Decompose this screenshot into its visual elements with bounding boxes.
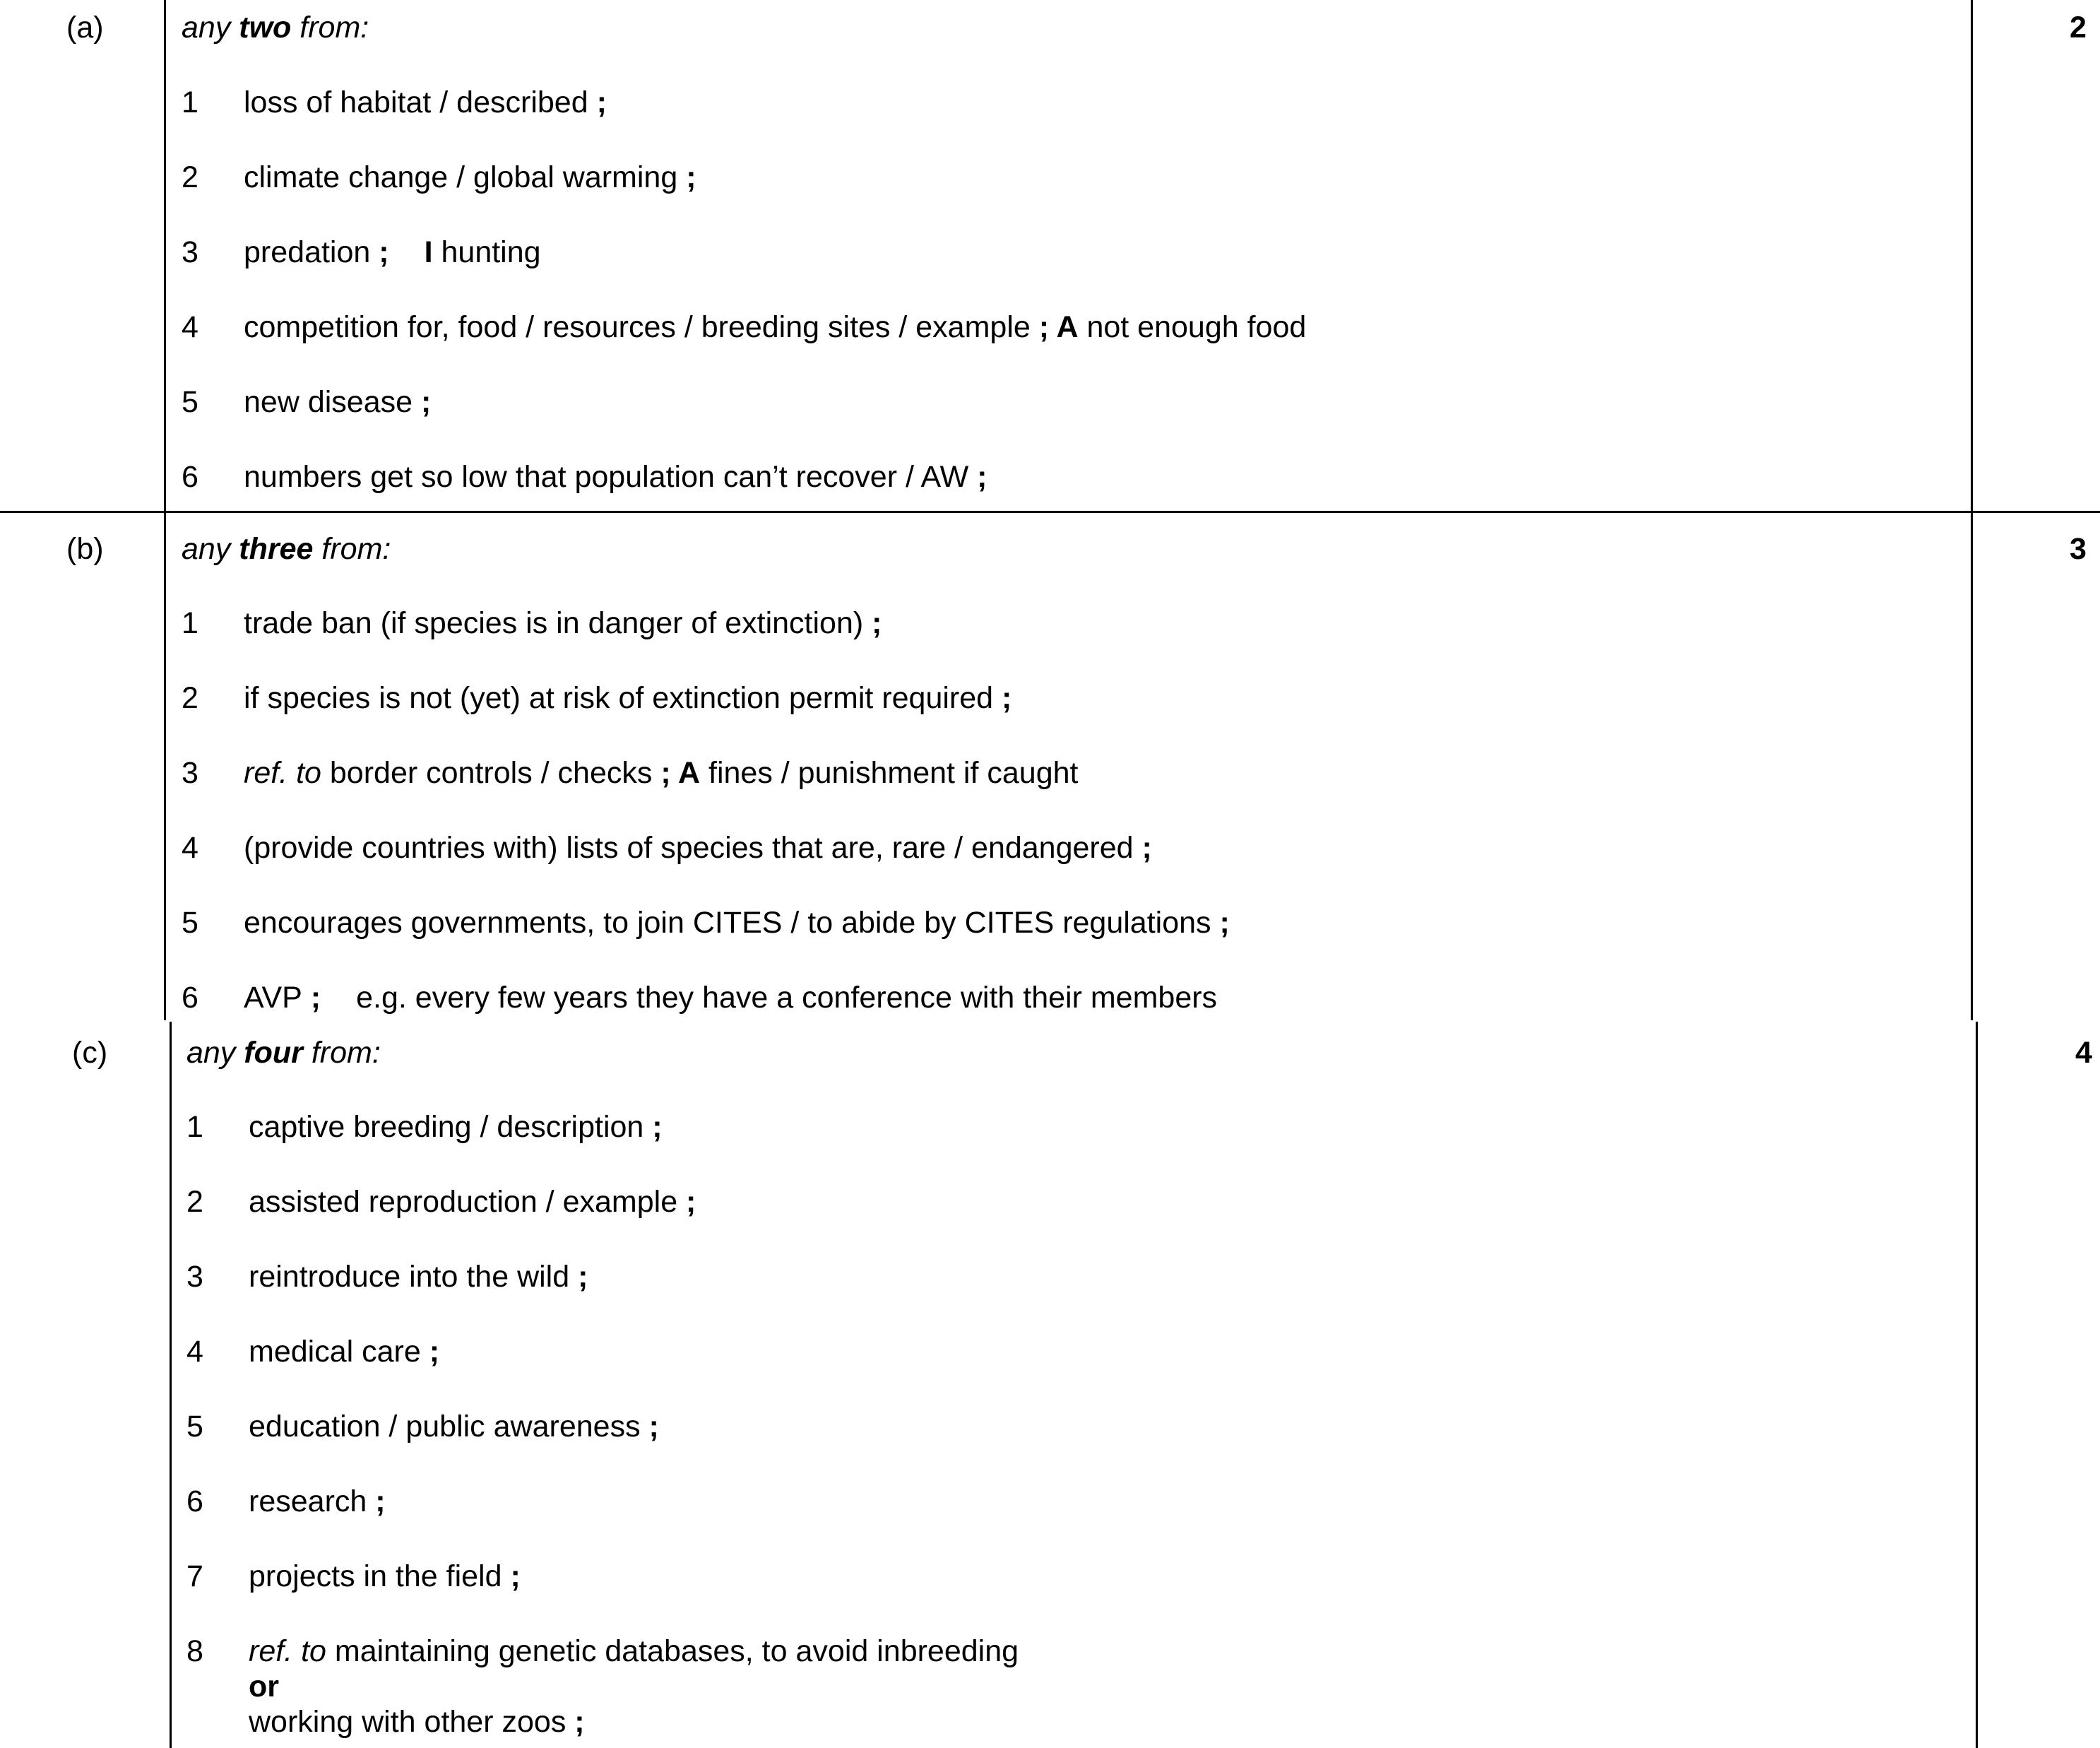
- row-divider-a-b: [0, 511, 2100, 513]
- divider-left-ab: [164, 0, 166, 1020]
- item-8-line-1: ref. to maintaining genetic databases, to avoid inbreeding: [249, 1634, 1019, 1668]
- marks-c: 4: [2075, 1036, 2092, 1070]
- divider-right-ab: [1971, 0, 1973, 1020]
- intro-a: any two from:: [182, 11, 369, 45]
- item-8-line-3: working with other zoos ;: [249, 1705, 585, 1739]
- intro-b: any three from:: [182, 532, 391, 566]
- item-8-or: or: [249, 1670, 279, 1703]
- intro-c: any four from:: [186, 1036, 381, 1070]
- question-label-c: (c): [72, 1036, 108, 1070]
- mark-scheme-page: (a) 2 any two from: 1 loss of habitat / described ; 2 climate change / global warming ; 3 predation ; I hunting 4 competition for, food / resources / breeding sites / example ; A not enough food 5 new disease ; 6 numbers get so low that population can’t recover / AW ; (b) 3 any three from: 1 trade ban (if species is in danger of extinction) ; 2 if species is not (yet) at risk of extinction permit required ; 3 ref. to border controls / checks ; A fines / punishment if caught 4 (provide countries with) lists of species that are, rare / endangered ; 5 encourages governments, to join CITES / to abide by CITES regulations ; 6 AVP ; e.g. every few years they have a conference with their members (c) 4 any four from: 1 captive breeding / description ; 2 assisted reproduction / example ; 3 reintroduce into the wild ; 4 medical care ; 5 education / public awareness ; 6 research ; 7 projects in the field ; 8 ref. to maintaining genetic databases, to avoid inbreeding or working with other zoos ;: [0, 0, 2100, 1748]
- question-label-b: (b): [66, 532, 104, 566]
- divider-left-c: [170, 1022, 172, 1748]
- divider-right-c: [1976, 1022, 1978, 1748]
- question-label-a: (a): [66, 11, 104, 45]
- marks-b: 3: [2070, 532, 2087, 566]
- marks-a: 2: [2070, 11, 2087, 45]
